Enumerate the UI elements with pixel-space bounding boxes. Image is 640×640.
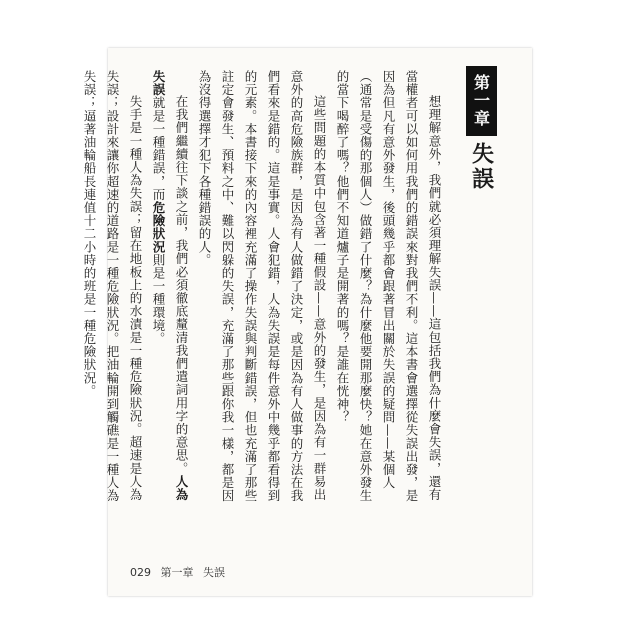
bold-term: 危險狀況	[151, 201, 166, 254]
text-run: 在我們繼續往下談之前，我們必須徹底釐清我們遣詞用字的意思。	[174, 95, 189, 475]
text-run: 失手是一種人為失誤；留在地板上的水漬是一種危險狀況。超速是人為失誤；設計來讓你超速的道路是一種危險狀況。把油輪開到觸礁是一種人為失誤；逼著油輪船長連值十二小時的班是一種危險狀況。	[82, 70, 143, 503]
chapter-title: 失誤	[468, 142, 494, 192]
paragraph	[331, 70, 446, 510]
paragraph	[193, 70, 331, 510]
book-page	[82, 48, 532, 596]
bold-term: 人為失誤	[151, 70, 189, 502]
footer-title: 失誤	[203, 566, 225, 579]
chapter-heading	[456, 66, 506, 236]
text-run: 想理解意外，我們就必須理解失誤——這包括我們為什麼會失誤，還有當權者可以如何用我們的錯誤來對我們不利。這本書會選擇從失誤出發，是因為但凡有意外發生，後頭幾乎都會跟著冒出關於失誤的疑問——某個人（通常是受傷的那個人）做錯了什麼？為什麼他要開那麼快？她在意外發生的當下喝醉了嗎？他們不知道爐子是開著的嗎？是誰在恍神？	[335, 70, 442, 503]
paragraph	[78, 70, 147, 510]
page-number: 029	[130, 566, 151, 579]
text-run: 這些問題的本質中包含著一種假設——意外的發生，是因為有一群易出意外的高危險族群，是因為有人做錯了決定，或是因為有人做事的方法在我們看來是錯的。這是事實。人會犯錯，人為失誤是每件意外中幾乎都看得到的元素。本書接下來的內容裡充滿了操作失誤與判斷錯誤，但也充滿了那些註定會發生、預料之中、難以閃躲的失誤，充滿了那些跟你我一樣，都是因為沒得選擇才犯下各種錯誤的人。	[197, 70, 327, 503]
chapter-number-label: 第一章	[466, 66, 497, 136]
paragraph	[147, 70, 193, 510]
footer-chapter: 第一章	[160, 566, 194, 579]
text-run: 就是一種錯誤，而	[151, 96, 166, 202]
body-text	[82, 70, 446, 510]
text-run: 則是一種環境。	[151, 253, 166, 346]
page-footer	[130, 564, 231, 580]
